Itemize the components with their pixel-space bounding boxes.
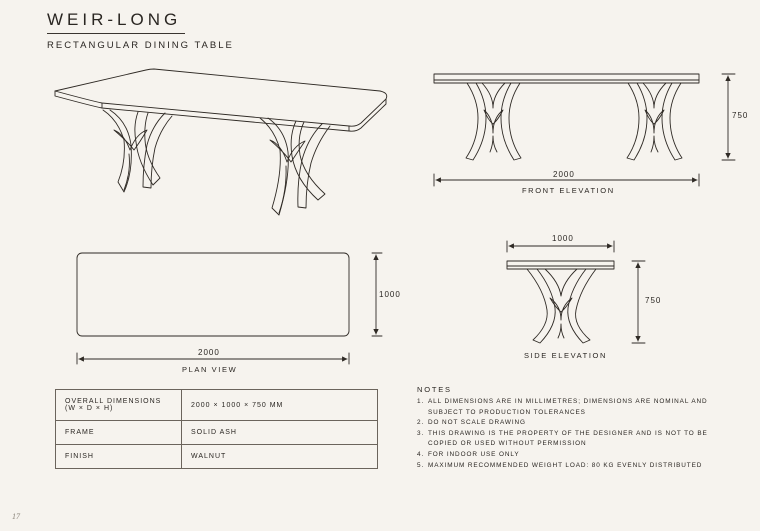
brand-title: WEIR-LONG <box>47 10 182 29</box>
front-elevation-drawing <box>434 74 735 186</box>
list-item <box>417 418 717 429</box>
perspective-right-leg <box>260 118 330 215</box>
spec-label-line: OVERALL DIMENSIONS <box>65 398 162 405</box>
note-number: 3. <box>417 429 425 437</box>
spec-label-line: (W × D × H) <box>65 405 114 412</box>
page-number: 17 <box>12 512 20 521</box>
plan-depth-dimension: 1000 <box>379 290 401 299</box>
spec-label: FRAME <box>56 421 182 445</box>
note-number: 4. <box>417 450 425 458</box>
drawing-subtitle: RECTANGULAR DINING TABLE <box>47 40 234 51</box>
note-text: MAXIMUM RECOMMENDED WEIGHT LOAD: 80 KG EVENLY DISTRIBUTED <box>428 461 703 469</box>
front-right-leg <box>627 83 682 160</box>
front-height-dimension: 750 <box>732 111 749 120</box>
perspective-left-leg <box>103 110 172 192</box>
list-item <box>417 450 717 461</box>
list-item <box>417 461 717 472</box>
note-text: THIS DRAWING IS THE PROPERTY OF THE DESIGNER AND IS NOT TO BE COPIED OR USED WITHOUT PERMISSION <box>428 429 708 448</box>
notes-list <box>417 397 717 471</box>
front-elevation-caption: FRONT ELEVATION <box>522 186 615 195</box>
note-number: 2. <box>417 419 425 427</box>
note-text: ALL DIMENSIONS ARE IN MILLIMETRES; DIMENSIONS ARE NOMINAL AND SUBJECT TO PRODUCTION TOLERANCES <box>428 398 708 416</box>
note-number: 5. <box>417 461 425 469</box>
side-width-dimension: 1000 <box>552 234 574 243</box>
table-row <box>56 421 378 445</box>
spec-value: 2000 × 1000 × 750 MM <box>182 390 378 421</box>
side-leg <box>527 269 596 343</box>
side-height-dimension: 750 <box>645 296 662 305</box>
spec-value: WALNUT <box>182 445 378 469</box>
front-left-leg <box>466 83 521 160</box>
side-elevation-caption: SIDE ELEVATION <box>524 351 607 360</box>
plan-width-dimension: 2000 <box>198 348 220 357</box>
spec-label <box>56 390 182 421</box>
note-text: FOR INDOOR USE ONLY <box>428 450 520 458</box>
perspective-view <box>55 69 387 215</box>
note-text: DO NOT SCALE DRAWING <box>428 419 526 427</box>
note-number: 1. <box>417 398 425 405</box>
plan-view-caption: PLAN VIEW <box>182 365 238 374</box>
list-item <box>417 429 717 450</box>
front-width-dimension: 2000 <box>553 170 575 179</box>
notes-title: NOTES <box>417 385 452 394</box>
spec-value: SOLID ASH <box>182 421 378 445</box>
side-elevation-drawing <box>507 241 645 343</box>
table-row <box>56 390 378 421</box>
spec-label: FINISH <box>56 445 182 469</box>
table-row <box>56 445 378 469</box>
list-item <box>417 397 717 418</box>
spec-table <box>55 389 378 469</box>
plan-view-drawing <box>77 253 382 364</box>
